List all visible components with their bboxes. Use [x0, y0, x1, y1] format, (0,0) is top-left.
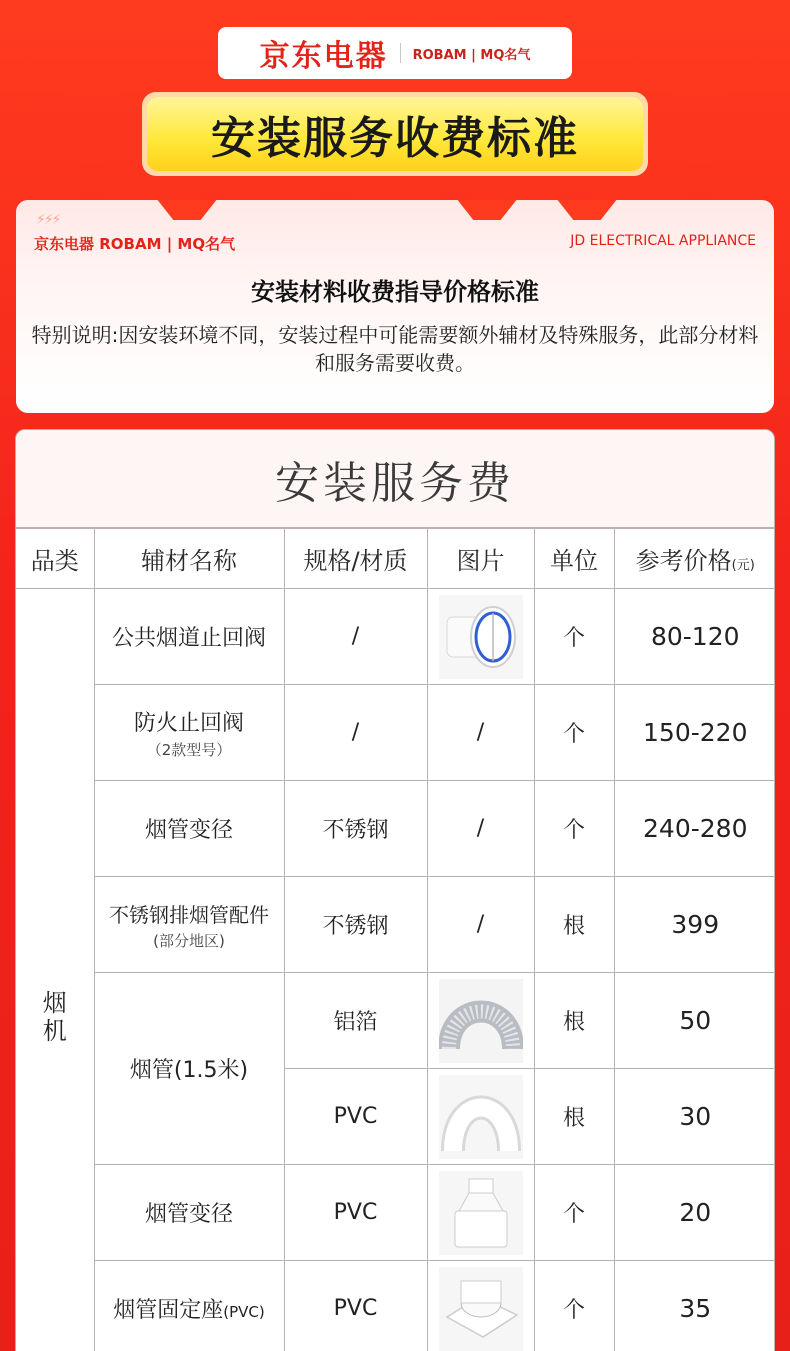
brand-logo-jd: 京东电器 — [259, 39, 388, 74]
brand-divider — [400, 43, 401, 63]
item-price: 80-120 — [614, 589, 775, 685]
price-header-unit: (元) — [731, 558, 755, 573]
brand-header — [218, 27, 572, 79]
card-title: 安装材料收费指导价格标准 — [251, 278, 539, 306]
item-spec: 铝箔 — [284, 973, 427, 1069]
table-header-row — [16, 529, 775, 589]
item-unit: 个 — [534, 589, 614, 685]
item-image-cell — [427, 1069, 534, 1165]
table-title-bar — [16, 430, 774, 528]
item-name-cell — [94, 685, 284, 781]
item-name-note: (PVC) — [223, 1303, 265, 1321]
item-spec: PVC — [284, 1165, 427, 1261]
item-name: 不锈钢排烟管配件 — [109, 902, 269, 927]
card-note: 特别说明:因安装环境不同，安装过程中可能需要额外辅材及特殊服务，此部分材料和服务需要收费。 — [31, 323, 759, 375]
item-image-cell — [427, 1261, 534, 1351]
item-price: 240-280 — [614, 781, 775, 877]
table-title: 安装服务费 — [275, 457, 515, 509]
table-row — [16, 1261, 775, 1351]
col-header-image: 图片 — [427, 529, 534, 589]
col-header-name: 辅材名称 — [94, 529, 284, 589]
item-spec: 不锈钢 — [284, 781, 427, 877]
item-unit: 个 — [534, 1261, 614, 1351]
lightning-icon: ⚡⚡⚡ — [36, 212, 60, 228]
item-name-cell — [94, 973, 284, 1165]
item-image-cell — [427, 973, 534, 1069]
item-unit: 个 — [534, 1165, 614, 1261]
table-row — [16, 685, 775, 781]
item-image-cell — [427, 589, 534, 685]
item-spec: PVC — [284, 1261, 427, 1351]
item-name-cell — [94, 1261, 284, 1351]
item-name-note: （2款型号） — [146, 740, 232, 759]
item-name-note: (部分地区) — [153, 931, 225, 950]
item-name-cell — [94, 589, 284, 685]
item-name-cell — [94, 877, 284, 973]
item-price: 399 — [614, 877, 775, 973]
item-name: 烟管变径 — [144, 1202, 233, 1227]
price-table-panel — [15, 429, 775, 1351]
card-notch — [556, 200, 618, 220]
item-price: 50 — [614, 973, 775, 1069]
card-english-label: JD ELECTRICAL APPLIANCE — [570, 233, 756, 249]
item-unit: 个 — [534, 685, 614, 781]
item-unit: 根 — [534, 1069, 614, 1165]
item-spec: 不锈钢 — [284, 877, 427, 973]
price-table — [16, 528, 775, 1351]
item-price: 30 — [614, 1069, 775, 1165]
item-unit: 根 — [534, 877, 614, 973]
card-notch — [456, 200, 518, 220]
category-label: 烟机 — [42, 989, 67, 1045]
item-image-cell — [427, 1165, 534, 1261]
item-spec: / — [284, 589, 427, 685]
item-price: 150-220 — [614, 685, 775, 781]
fixed-base-image — [439, 1267, 523, 1351]
pvc-duct-image — [439, 1075, 523, 1159]
item-spec: / — [284, 685, 427, 781]
item-price: 20 — [614, 1165, 775, 1261]
item-price: 35 — [614, 1261, 775, 1351]
pvc-reducer-image — [439, 1171, 523, 1255]
col-header-category: 品类 — [16, 529, 94, 589]
item-spec: PVC — [284, 1069, 427, 1165]
col-header-unit: 单位 — [534, 529, 614, 589]
card-brand: 京东电器 ROBAM | MQ名气 — [34, 235, 236, 253]
table-row — [16, 1165, 775, 1261]
check-valve-image — [439, 595, 523, 679]
price-header-label: 参考价格 — [635, 547, 732, 575]
item-name-cell — [94, 781, 284, 877]
table-row — [16, 973, 775, 1069]
item-unit: 根 — [534, 973, 614, 1069]
aluminum-duct-image — [439, 979, 523, 1063]
col-header-price — [614, 529, 775, 589]
category-cell — [16, 589, 94, 1351]
item-name: 烟管变径 — [144, 818, 233, 843]
col-header-spec: 规格/材质 — [284, 529, 427, 589]
item-name: 公共烟道止回阀 — [111, 626, 266, 651]
title-banner — [142, 92, 648, 176]
item-image-text: / — [427, 781, 534, 877]
page-title: 安装服务收费标准 — [211, 113, 579, 164]
brand-logo-partners: ROBAM | MQ名气 — [412, 47, 531, 63]
item-name: 防火止回阀 — [133, 710, 244, 736]
item-image-text: / — [427, 685, 534, 781]
item-name: 烟管(1.5米) — [129, 1058, 249, 1083]
item-image-text: / — [427, 877, 534, 973]
table-row — [16, 781, 775, 877]
item-name: 烟管固定座 — [113, 1298, 224, 1323]
info-card — [16, 200, 774, 413]
table-row — [16, 877, 775, 973]
table-row — [16, 589, 775, 685]
item-name-cell — [94, 1165, 284, 1261]
title-banner-inner — [147, 97, 643, 171]
card-notch — [156, 200, 218, 220]
item-unit: 个 — [534, 781, 614, 877]
